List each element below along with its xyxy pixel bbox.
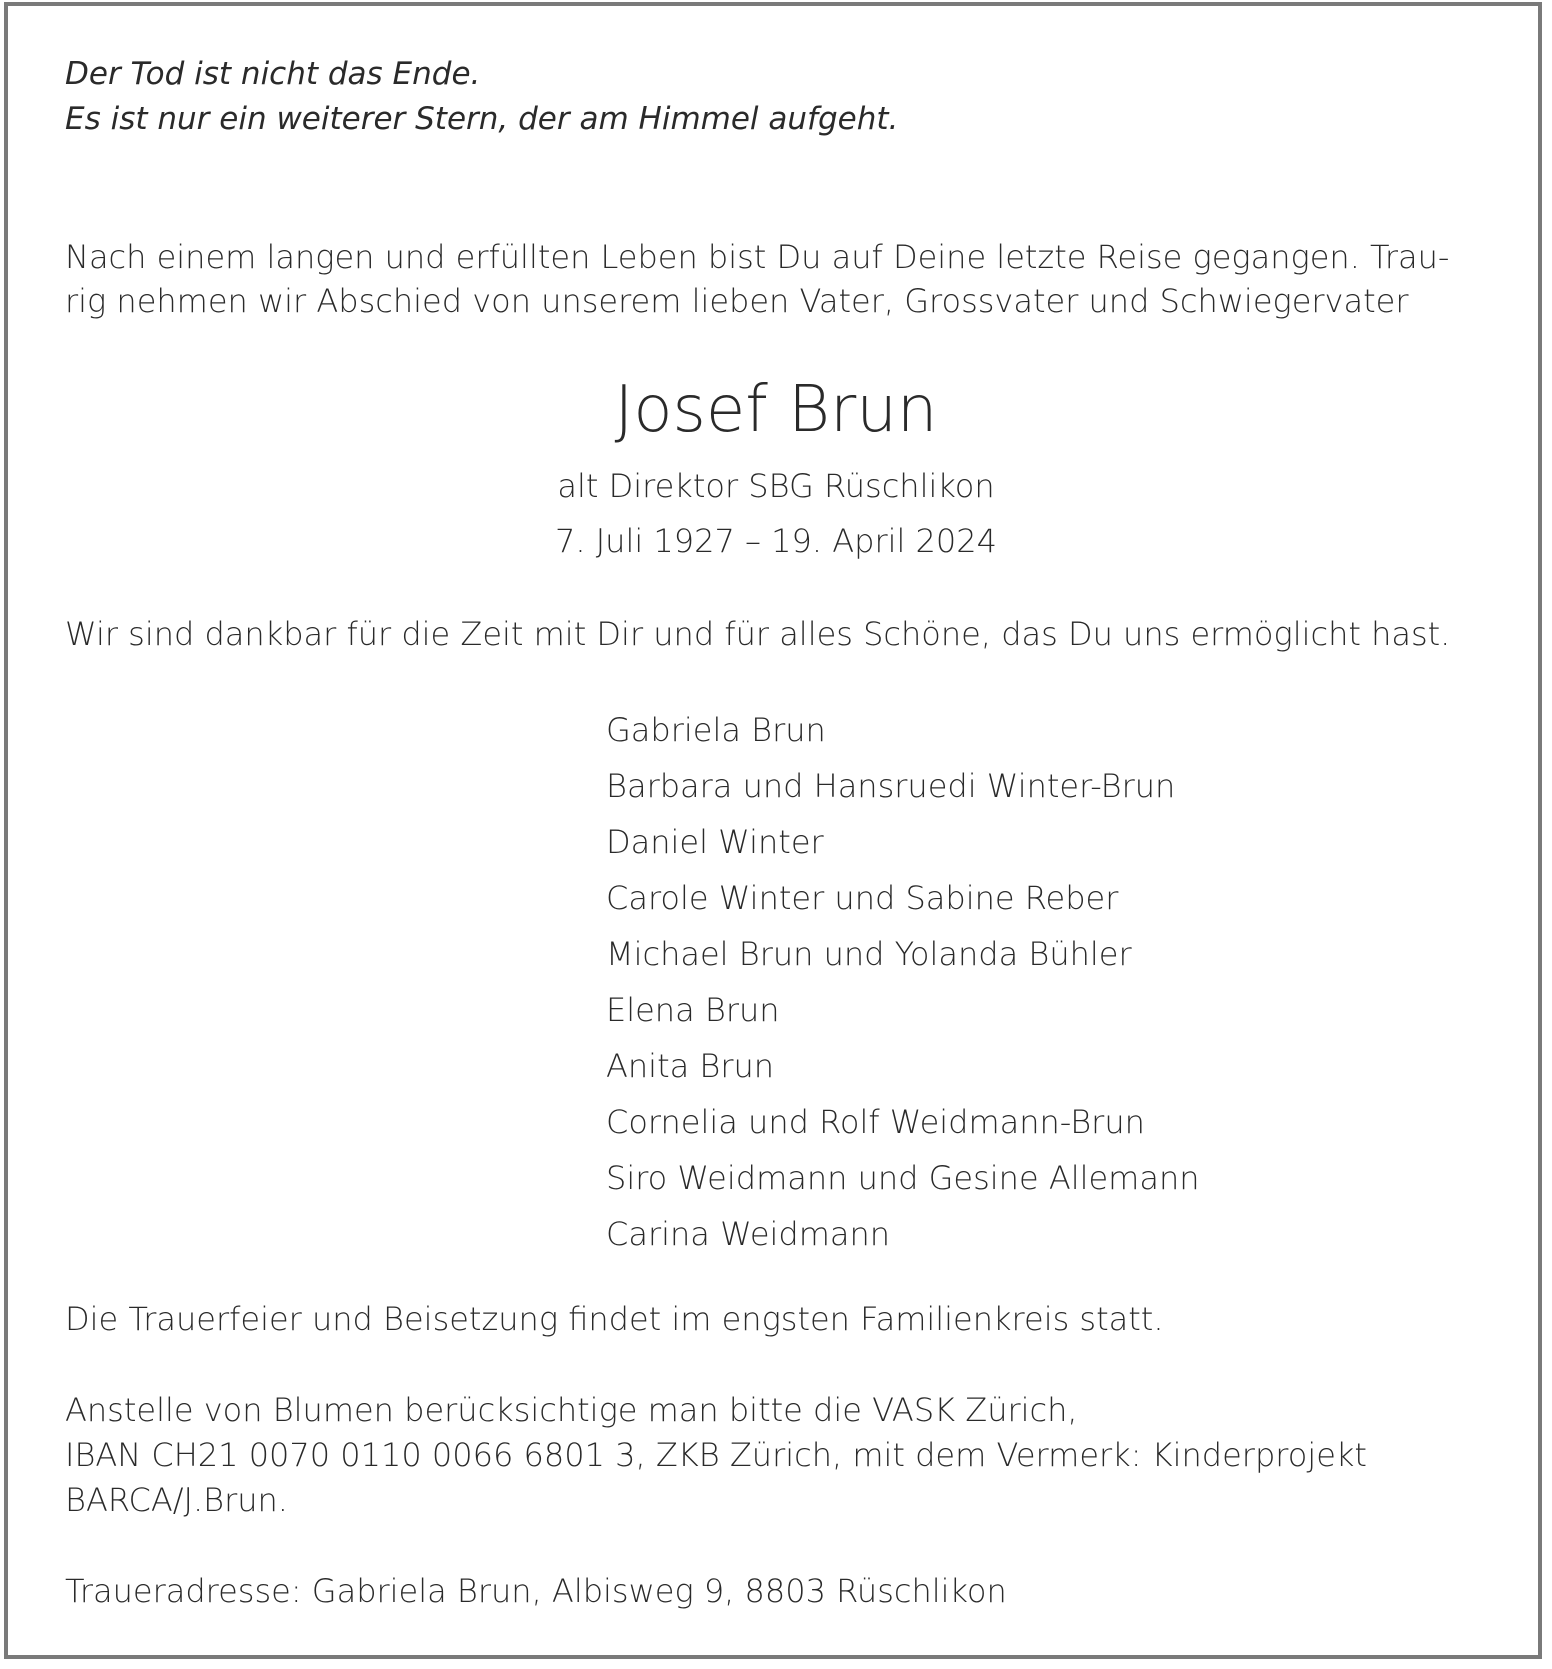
donation-note bbox=[65, 1388, 1367, 1523]
thanks-line: Wir sind dankbar für die Zeit mit Dir und für alles Schöne, das Du uns ermöglicht hast. bbox=[65, 615, 1451, 653]
mourner-name: Barbara und Hansruedi Winter-Brun bbox=[606, 767, 1176, 805]
mourning-address: Traueradresse: Gabriela Brun, Albisweg 9, 8803 Rüschlikon bbox=[65, 1572, 1007, 1610]
intro-line: Nach einem langen und erfüllten Leben bist Du auf Deine letzte Reise gegangen. Trau- bbox=[65, 238, 1450, 276]
mourner-name: Carina Weidmann bbox=[606, 1215, 891, 1253]
mourner-name: Daniel Winter bbox=[606, 823, 824, 861]
intro-line: rig nehmen wir Abschied von unserem lieben Vater, Grossvater und Schwiegervater bbox=[65, 282, 1409, 320]
mourners-list bbox=[606, 702, 1200, 1262]
mourner-name: Gabriela Brun bbox=[606, 711, 826, 749]
motto-line: Der Tod ist nicht das Ende. bbox=[65, 56, 481, 92]
motto-line: Es ist nur ein weiterer Stern, der am Himmel aufgeht. bbox=[65, 101, 899, 137]
mourner-name: Elena Brun bbox=[606, 991, 780, 1029]
donation-line: IBAN CH21 0070 0110 0066 6801 3, ZKB Zürich, mit dem Vermerk: Kinderprojekt bbox=[65, 1436, 1367, 1474]
donation-line: BARCA/J.Brun. bbox=[65, 1481, 288, 1519]
mourner-name: Cornelia und Rolf Weidmann-Brun bbox=[606, 1103, 1145, 1141]
deceased-name: Josef Brun bbox=[614, 373, 938, 447]
mourner-name: Michael Brun und Yolanda Bühler bbox=[606, 935, 1132, 973]
mourner-name: Anita Brun bbox=[606, 1047, 775, 1085]
motto-quote bbox=[65, 52, 898, 142]
mourner-name: Siro Weidmann und Gesine Allemann bbox=[606, 1159, 1200, 1197]
life-dates: 7. Juli 1927 – 19. April 2024 bbox=[555, 522, 997, 560]
deceased-title: alt Direktor SBG Rüschlikon bbox=[557, 467, 995, 505]
intro-paragraph bbox=[65, 235, 1449, 323]
ceremony-note: Die Trauerfeier und Beisetzung findet im engsten Familienkreis statt. bbox=[65, 1300, 1164, 1338]
donation-line: Anstelle von Blumen berücksichtige man bitte die VASK Zürich, bbox=[65, 1391, 1078, 1429]
mourner-name: Carole Winter und Sabine Reber bbox=[606, 879, 1119, 917]
